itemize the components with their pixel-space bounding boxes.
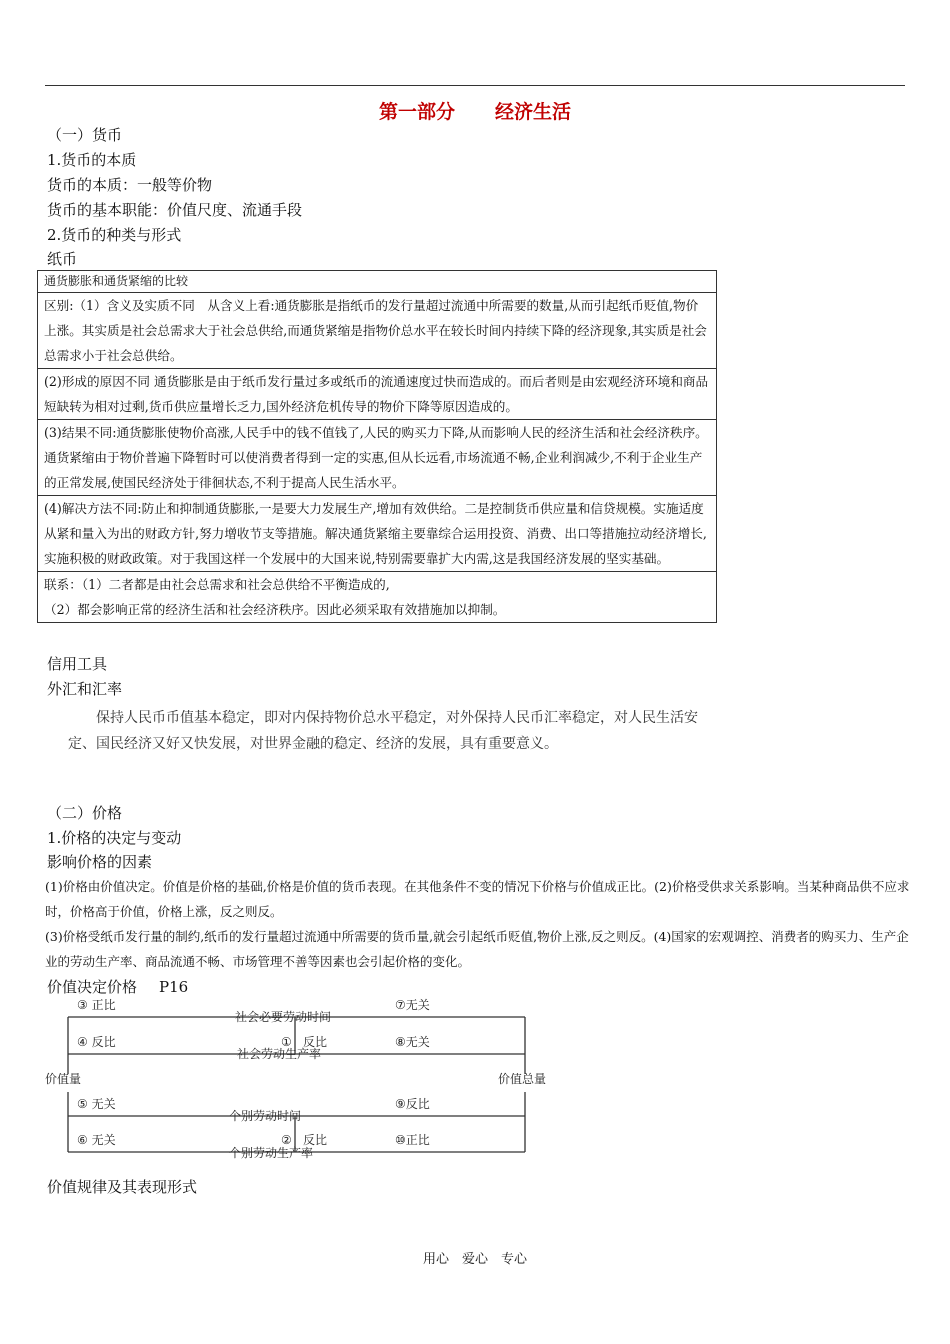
diagram-item-1: ① — [281, 1035, 292, 1049]
table-row-meaning: 区别:（1）含义及实质不同 从含义上看:通货膨胀是指纸币的发行量超过流通中所需要的数量,从而引起纸币贬值,物价上涨。其实质是社会总需求大于社会总供给,而通货紧缩是指物价总水平在较长时间内持续下降的经济现象,其实质是社会总需求小于社会总供给。 — [38, 293, 717, 369]
value-relationship-diagram — [45, 994, 575, 1164]
diagram-item-2: ② — [281, 1133, 292, 1147]
social-time-label: 社会必要劳动时间 — [235, 1010, 332, 1024]
diagram-item-10: ⑩正比 — [395, 1133, 430, 1147]
table-row-causes: (2)形成的原因不同 通货膨胀是由于纸币发行量过多或纸币的流通速度过快而造成的。而后者则是由宏观经济环境和商品短缺转为相对过剩,货币供应量增长乏力,国外经济危机传导的物价下降等原因造成的。 — [38, 369, 717, 420]
individual-productivity-label: 个别劳动生产率 — [229, 1146, 314, 1160]
value-law-heading: 价值规律及其表现形式 — [47, 1178, 198, 1196]
diagram-item-3: ③ 正比 — [77, 998, 116, 1012]
diagram-item-7: ⑦无关 — [395, 998, 430, 1012]
header-rule — [45, 85, 905, 86]
quote-text: 保持人民币币值基本稳定，即对内保持物价总水平稳定，对外保持人民币汇率稳定，对人民生活安定、国民经济又好又快发展，对世界金融的稳定、经济的发展，具有重要意义。 — [68, 710, 698, 752]
diagram-item-1-relation: 反比 — [303, 1035, 328, 1049]
diagram-item-6: ⑥ 无关 — [77, 1133, 116, 1147]
credit-tools-label: 信用工具 — [47, 655, 108, 673]
value-quantity-label: 价值量 — [45, 1072, 82, 1086]
individual-time-label: 个别劳动时间 — [229, 1109, 302, 1123]
forex-label: 外汇和汇率 — [47, 680, 123, 698]
table-row-links — [38, 572, 717, 623]
section1-heading: （一）货币 — [47, 126, 123, 144]
page-title — [0, 97, 950, 124]
price-factors-heading: 影响价格的因素 — [47, 853, 153, 871]
link-line-2: （2）都会影响正常的经济生活和社会经济秩序。因此必须采取有效措施加以抑制。 — [44, 602, 506, 617]
link-line-1: 联系：（1）二者都是由社会总需求和社会总供给不平衡造成的, — [44, 577, 390, 592]
diagram-item-5: ⑤ 无关 — [77, 1097, 116, 1111]
total-value-label: 价值总量 — [498, 1072, 547, 1086]
diagram-item-4: ④ 反比 — [77, 1035, 116, 1049]
page-footer: 用心 爱心 专心 — [422, 1252, 527, 1267]
money-essence-heading: 1.货币的本质 — [47, 151, 137, 169]
money-functions-text: 货币的基本职能：价值尺度、流通手段 — [47, 201, 303, 219]
diagram-item-2-relation: 反比 — [303, 1133, 328, 1147]
table-row-results: (3)结果不同:通货膨胀使物价高涨,人民手中的钱不值钱了,人民的购买力下降,从而影响人民的经济生活和社会经济秩序。通货紧缩由于物价普遍下降暂时可以使消费者得到一定的实惠,但从长远看,市场流通不畅,企业利润减少,不利于企业生产的正常发展,使国民经济处于徘徊状态,不利于提高人民生活水平。 — [38, 420, 717, 496]
value-price-label: 价值决定价格 — [47, 978, 138, 996]
table-title: 通货膨胀和通货紧缩的比较 — [38, 271, 717, 293]
title-topic: 经济生活 — [495, 101, 572, 123]
diagram-item-8: ⑧无关 — [395, 1035, 430, 1049]
inflation-deflation-table — [37, 270, 717, 623]
section2-heading: （二）价格 — [47, 804, 123, 822]
price-factors-para-2: (3)价格受纸币发行量的制约,纸币的发行量超过流通中所需要的货币量,就会引起纸币贬值,物价上涨,反之则反。(4)国家的宏观调控、消费者的购买力、生产企业的劳动生产率、商品流通不畅、市场管理不善等因素也会引起价格的变化。 — [45, 929, 909, 969]
paper-money-label: 纸币 — [47, 250, 78, 268]
diagram-item-9: ⑨反比 — [395, 1097, 430, 1111]
price-determination-heading: 1.价格的决定与变动 — [47, 829, 182, 847]
page-reference: P16 — [159, 978, 189, 996]
table-row-solutions: (4)解决方法不同:防止和抑制通货膨胀,一是要大力发展生产,增加有效供给。二是控制货币供应量和信贷规模。实施适度从紧和量入为出的财政方针,努力增收节支等措施。解决通货紧缩主要靠综合运用投资、消费、出口等措施拉动经济增长,实施积极的财政政策。对于我国这样一个发展中的大国来说,特别需要靠扩大内需,这是我国经济发展的坚实基础。 — [38, 496, 717, 572]
money-essence-text: 货币的本质：一般等价物 — [47, 176, 213, 194]
social-productivity-label: 社会劳动生产率 — [237, 1047, 322, 1061]
rmb-stability-quote — [68, 705, 698, 757]
price-factors-para-1: (1)价格由价值决定。价值是价格的基础,价格是价值的货币表现。在其他条件不变的情况下价格与价值成正比。(2)价格受供求关系影响。当某种商品供不应求时，价格高于价值，价格上涨，反之则反。 — [45, 879, 910, 919]
money-types-heading: 2.货币的种类与形式 — [47, 226, 182, 244]
title-part: 第一部分 — [378, 101, 455, 123]
